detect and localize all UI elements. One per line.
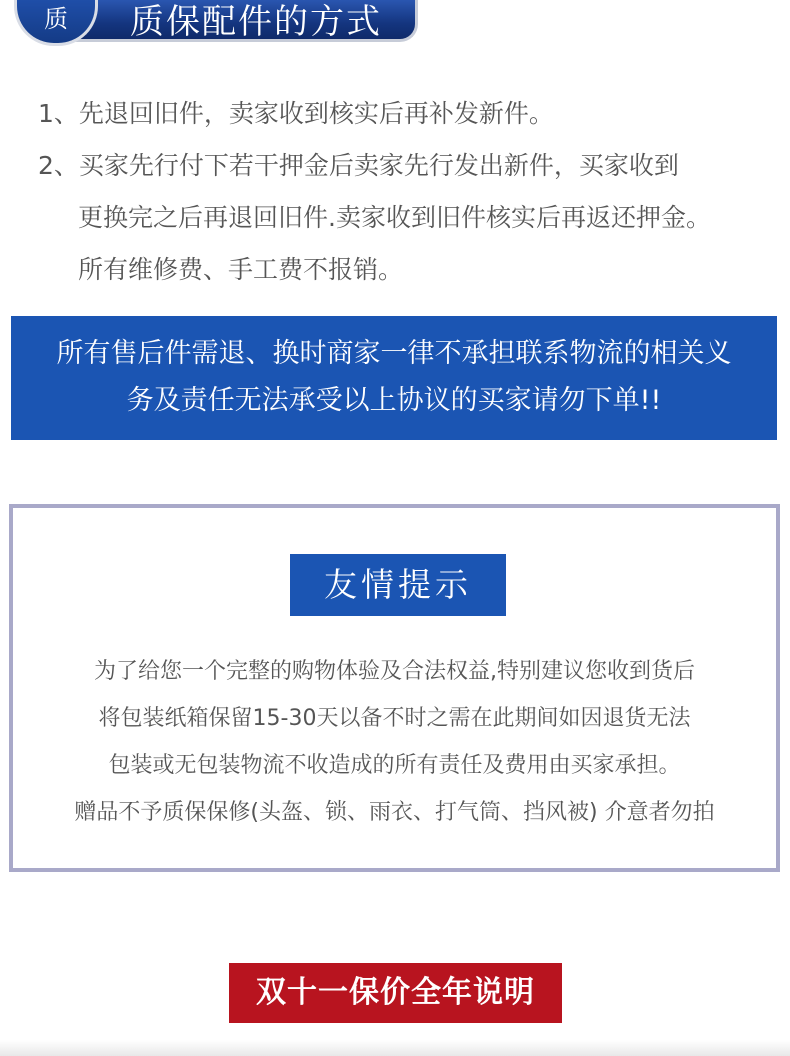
tips-line-4: 赠品不予质保保修(头盔、锁、雨衣、打气筒、挡风被) 介意者勿拍 bbox=[74, 800, 715, 825]
rule-2-note: 所有维修费、手工费不报销。 bbox=[78, 255, 404, 284]
tips-line-1: 为了给您一个完整的购物体验及合法权益,特别建议您收到货后 bbox=[94, 659, 695, 684]
header-badge-text: 质 bbox=[44, 5, 68, 33]
tips-panel bbox=[9, 504, 780, 872]
notice-line-2: 务及责任无法承受以上协议的买家请勿下单!! bbox=[126, 385, 662, 416]
header-title: 质保配件的方式 bbox=[130, 2, 382, 42]
rule-2: 2、买家先行付下若干押金后卖家先行发出新件，买家收到 bbox=[38, 151, 679, 180]
notice-line-1: 所有售后件需退、换时商家一律不承担联系物流的相关义 bbox=[56, 338, 732, 369]
rule-2-continued: 更换完之后再退回旧件.卖家收到旧件核实后再返还押金。 bbox=[78, 203, 711, 232]
rules-list bbox=[38, 88, 768, 296]
tips-body bbox=[13, 648, 776, 836]
price-protection-label: 双十一保价全年说明 bbox=[229, 963, 562, 1023]
section-header bbox=[14, 0, 414, 48]
bottom-fade bbox=[0, 1040, 790, 1056]
rule-1: 1、先退回旧件，卖家收到核实后再补发新件。 bbox=[38, 99, 554, 128]
tips-line-2: 将包装纸箱保留15-30天以备不时之需在此期间如因退货无法 bbox=[98, 706, 691, 731]
tips-line-3: 包装或无包装物流不收造成的所有责任及费用由买家承担。 bbox=[108, 753, 681, 778]
after-sales-notice bbox=[11, 316, 777, 440]
tips-title: 友情提示 bbox=[290, 554, 506, 616]
